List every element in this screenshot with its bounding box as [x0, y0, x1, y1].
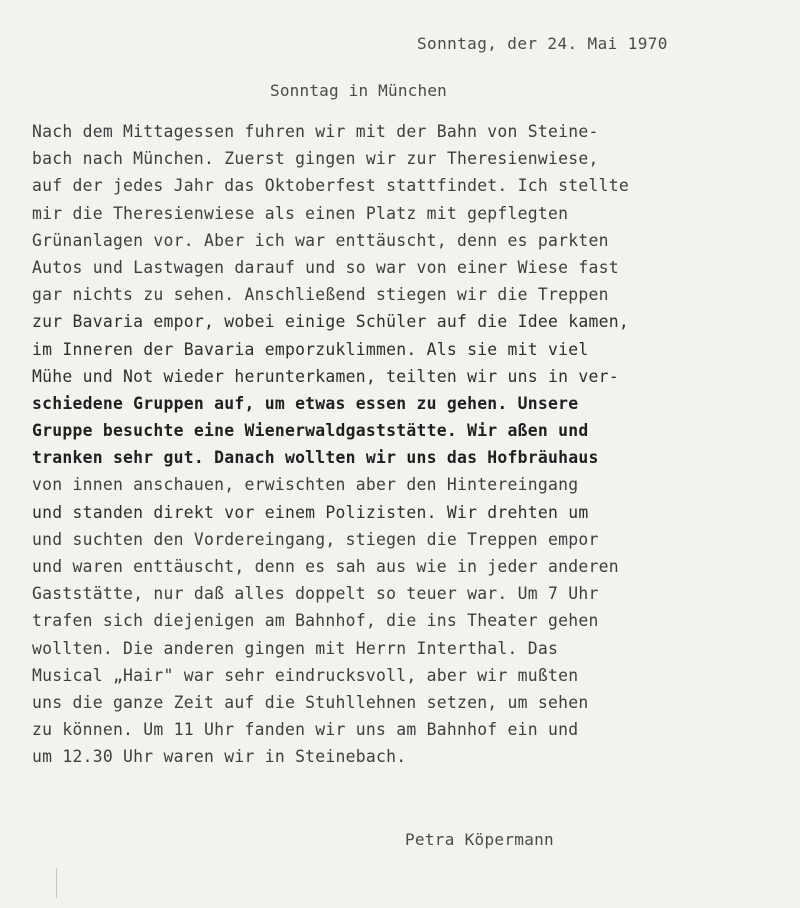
- body-line: tranken sehr gut. Danach wollten wir uns das Hofbräuhaus: [32, 448, 599, 468]
- body-line: trafen sich diejenigen am Bahnhof, die ins Theater gehen: [32, 611, 599, 631]
- body-line: und suchten den Vordereingang, stiegen die Treppen empor: [32, 529, 599, 549]
- body-line: gar nichts zu sehen. Anschließend stiegen wir die Treppen: [32, 285, 609, 305]
- body-line: Grünanlagen vor. Aber ich war enttäuscht, denn es parkten: [32, 230, 609, 250]
- body-line: und standen direkt vor einem Polizisten. Wir drehten um: [32, 502, 589, 522]
- body-line: auf der jedes Jahr das Oktoberfest stattfindet. Ich stellte: [32, 176, 629, 196]
- body-line: Musical „Hair" war sehr eindrucksvoll, aber wir mußten: [32, 665, 579, 685]
- body-line: von innen anschauen, erwischten aber den Hintereingang: [32, 475, 579, 495]
- document-title: Sonntag in München: [270, 81, 447, 100]
- body-line: und waren enttäuscht, denn es sah aus wie in jeder anderen: [32, 557, 619, 576]
- body-line: zur Bavaria empor, wobei einige Schüler auf die Idee kamen,: [32, 312, 629, 332]
- body-line: wollten. Die anderen gingen mit Herrn Interthal. Das: [32, 638, 559, 658]
- author-signature: Petra Köpermann: [405, 830, 554, 849]
- paper-edge-mark: [56, 868, 57, 898]
- document-body: [32, 118, 772, 771]
- body-line: mir die Theresienwiese als einen Platz mit gepflegten: [32, 203, 569, 223]
- body-line: schiedene Gruppen auf, um etwas essen zu gehen. Unsere: [32, 393, 579, 413]
- document-date: Sonntag, der 24. Mai 1970: [417, 34, 668, 53]
- body-line: uns die ganze Zeit auf die Stuhllehnen setzen, um sehen: [32, 692, 589, 712]
- body-line: Gaststätte, nur daß alles doppelt so teuer war. Um 7 Uhr: [32, 584, 599, 604]
- body-line: Autos und Lastwagen darauf und so war von einer Wiese fast: [32, 257, 619, 277]
- body-line: im Inneren der Bavaria emporzuklimmen. Als sie mit viel: [32, 339, 589, 359]
- body-line: Nach dem Mittagessen fuhren wir mit der Bahn von Steine-: [32, 122, 599, 141]
- body-line: zu können. Um 11 Uhr fanden wir uns am Bahnhof ein und: [32, 720, 579, 740]
- body-line: Mühe und Not wieder herunterkamen, teilten wir uns in ver-: [32, 366, 619, 386]
- body-line: bach nach München. Zuerst gingen wir zur Theresienwiese,: [32, 149, 599, 169]
- body-line: Gruppe besuchte eine Wienerwaldgaststätte. Wir aßen und: [32, 421, 589, 441]
- body-line: um 12.30 Uhr waren wir in Steinebach.: [32, 747, 407, 767]
